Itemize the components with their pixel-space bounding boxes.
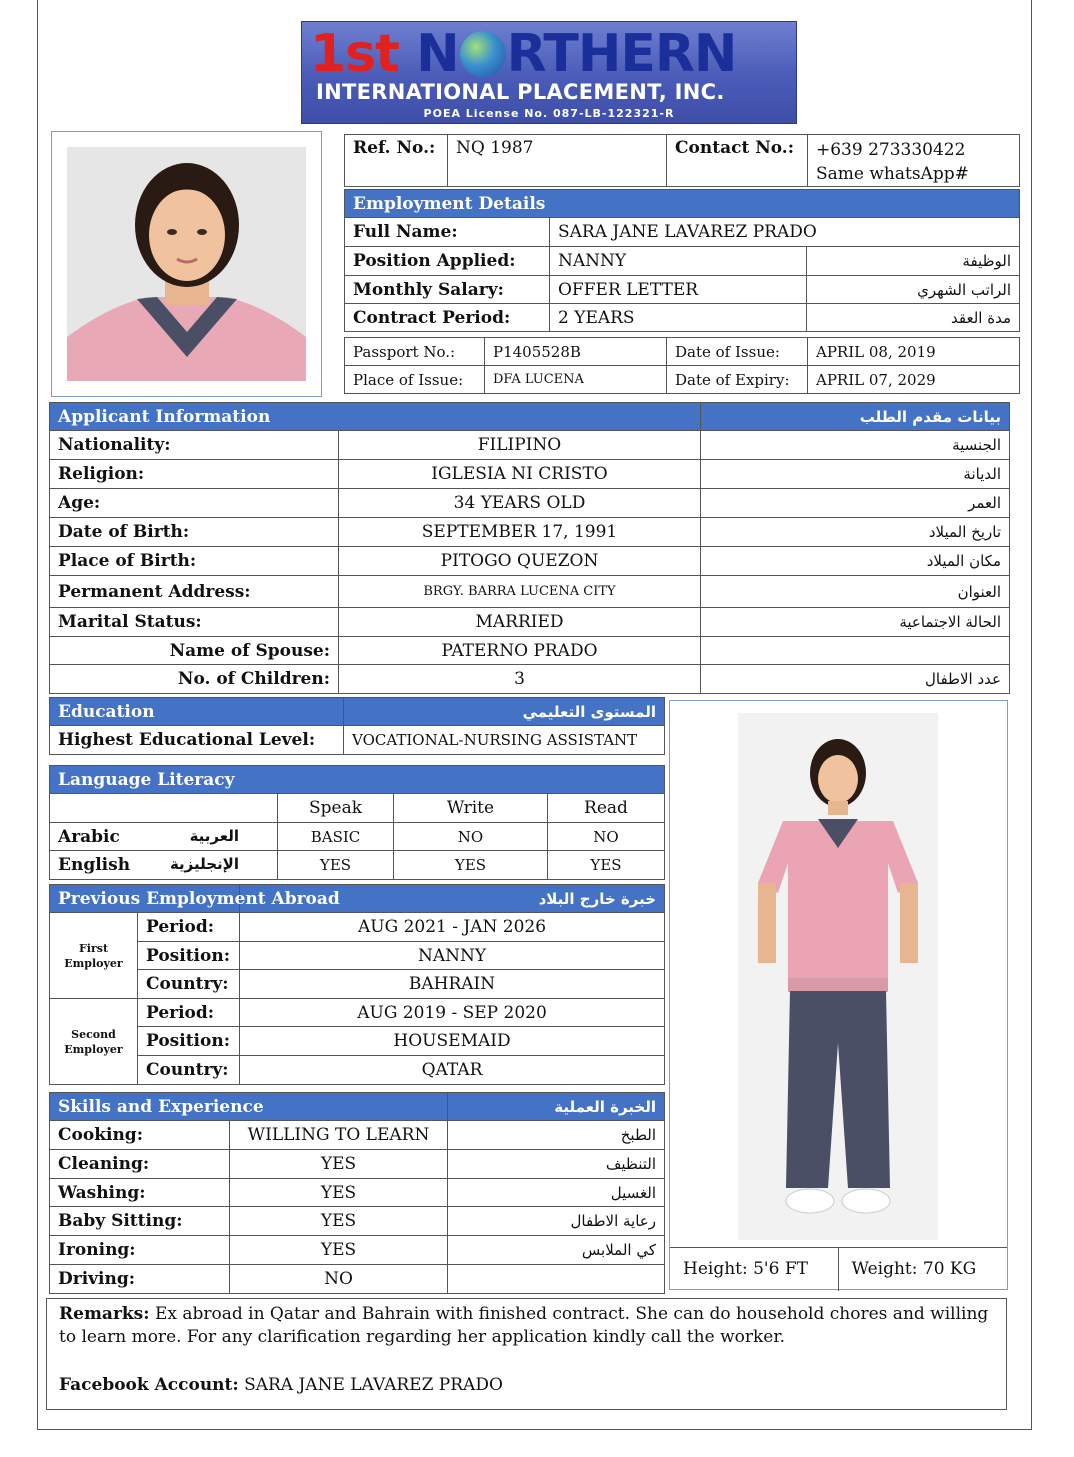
globe-icon: [460, 31, 506, 77]
english-speak: YES: [278, 851, 394, 880]
salary-value: OFFER LETTER: [550, 276, 807, 304]
facebook-label: Facebook Account:: [59, 1375, 239, 1395]
applicant-table: [49, 402, 1010, 694]
spouse-ar: [701, 637, 1010, 665]
ironing-ar: كي الملابس: [448, 1236, 665, 1265]
full-body-photo: [738, 713, 938, 1240]
arabic-lang: [50, 823, 278, 851]
logo-subtitle: INTERNATIONAL PLACEMENT, INC.: [316, 80, 725, 104]
age-value: 34 YEARS OLD: [339, 489, 701, 518]
contract-value: 2 YEARS: [550, 304, 807, 332]
babysitting-ar: رعاية الاطفال: [448, 1207, 665, 1236]
full-body-image: [738, 713, 938, 1240]
english-label-ar: الإنجليزية: [169, 855, 239, 873]
col-read: Read: [548, 794, 665, 823]
logo-name-a: N: [416, 24, 459, 84]
marital-ar: الحالة الاجتماعية: [701, 608, 1010, 637]
issue-label: Date of Issue:: [667, 338, 808, 366]
ironing-label: Ironing:: [50, 1236, 230, 1265]
contact-label: Contact No.:: [667, 135, 808, 187]
second-period-label: Period:: [138, 999, 240, 1027]
nationality-ar: الجنسية: [701, 431, 1010, 460]
salary-ar: الراتب الشهري: [807, 276, 1020, 304]
education-header-ar: المستوى التعليمي: [344, 698, 665, 726]
contact-number: +639 273330422: [816, 140, 966, 160]
contact-value: [808, 135, 1020, 187]
cleaning-label: Cleaning:: [50, 1150, 230, 1179]
ref-value: NQ 1987: [448, 135, 667, 187]
logo-number: 1st: [310, 24, 399, 84]
applicant-header-ar: بيانات مقدم الطلب: [701, 403, 1010, 431]
second-country-label: Country:: [138, 1056, 240, 1085]
passport-table: [344, 337, 1020, 394]
first-employer-label: First Employer: [50, 913, 138, 999]
nationality-value: FILIPINO: [339, 431, 701, 460]
remarks-text: [59, 1303, 994, 1349]
full-body-photo-frame: [669, 700, 1008, 1290]
address-label: Permanent Address:: [50, 576, 339, 608]
contract-label: Contract Period:: [345, 304, 550, 332]
facebook-line: [59, 1374, 994, 1397]
dob-value: SEPTEMBER 17, 1991: [339, 518, 701, 547]
expiry-value: APRIL 07, 2029: [808, 366, 1020, 394]
religion-label: Religion:: [50, 460, 339, 489]
address-ar: العنوان: [701, 576, 1010, 608]
spouse-label: Name of Spouse:: [50, 637, 339, 665]
nationality-label: Nationality:: [50, 431, 339, 460]
company-logo: [301, 21, 797, 124]
remarks-label: Remarks:: [59, 1304, 150, 1324]
facebook-value: SARA JANE LAVAREZ PRADO: [244, 1375, 503, 1395]
spouse-value: PATERNO PRADO: [339, 637, 701, 665]
arabic-label-ar: العربية: [189, 826, 239, 845]
ref-contact-table: [344, 134, 1020, 187]
place-label: Place of Issue:: [345, 366, 485, 394]
driving-ar: [448, 1265, 665, 1294]
washing-value: YES: [230, 1179, 448, 1207]
employment-header: Employment Details: [345, 190, 1020, 218]
first-period-label: Period:: [138, 913, 240, 942]
address-value: BRGY. BARRA LUCENA CITY: [339, 576, 701, 608]
col-write: Write: [394, 794, 548, 823]
body-measure-table: [670, 1247, 1007, 1291]
language-header: Language Literacy: [50, 766, 665, 794]
children-label: No. of Children:: [50, 665, 339, 694]
cleaning-ar: التنظيف: [448, 1150, 665, 1179]
salary-label: Monthly Salary:: [345, 276, 550, 304]
ref-label: Ref. No.:: [345, 135, 448, 187]
religion-value: IGLESIA NI CRISTO: [339, 460, 701, 489]
driving-label: Driving:: [50, 1265, 230, 1294]
contact-note: Same whatsApp#: [816, 164, 969, 184]
issue-value: APRIL 08, 2019: [808, 338, 1020, 366]
babysitting-label: Baby Sitting:: [50, 1207, 230, 1236]
education-value: VOCATIONAL-NURSING ASSISTANT: [344, 726, 665, 755]
previous-employment-table: [49, 884, 665, 1085]
second-country: QATAR: [240, 1056, 665, 1085]
contract-ar: مدة العقد: [807, 304, 1020, 332]
arabic-speak: BASIC: [278, 823, 394, 851]
first-country: BAHRAIN: [240, 970, 665, 999]
remarks-box: [46, 1298, 1007, 1410]
cooking-label: Cooking:: [50, 1121, 230, 1150]
position-ar: الوظيفة: [807, 247, 1020, 276]
ironing-value: YES: [230, 1236, 448, 1265]
washing-ar: الغسيل: [448, 1179, 665, 1207]
applicant-header: Applicant Information: [50, 403, 701, 431]
skills-header: Skills and Experience: [50, 1093, 448, 1121]
language-table: [49, 765, 665, 880]
previous-header-ar: خبرة خارج البلاد: [240, 885, 665, 913]
babysitting-value: YES: [230, 1207, 448, 1236]
weight-value: Weight: 70 KG: [838, 1248, 1007, 1291]
passport-label: Passport No.:: [345, 338, 485, 366]
employment-table: [344, 189, 1020, 332]
logo-license: POEA License No. 087-LB-122321-R: [423, 107, 675, 120]
first-position-label: Position:: [138, 942, 240, 970]
marital-label: Marital Status:: [50, 608, 339, 637]
religion-ar: الديانة: [701, 460, 1010, 489]
arabic-read: NO: [548, 823, 665, 851]
education-table: [49, 697, 665, 755]
second-position-label: Position:: [138, 1027, 240, 1056]
age-ar: العمر: [701, 489, 1010, 518]
logo-name-b: RTHERN: [506, 24, 737, 84]
age-label: Age:: [50, 489, 339, 518]
height-value: Height: 5'6 FT: [670, 1248, 838, 1291]
first-country-label: Country:: [138, 970, 240, 999]
cooking-ar: الطبخ: [448, 1121, 665, 1150]
education-header: Education: [50, 698, 344, 726]
children-ar: عدد الاطفال: [701, 665, 1010, 694]
english-write: YES: [394, 851, 548, 880]
second-employer-label: Second Employer: [50, 999, 138, 1085]
position-value: NANNY: [550, 247, 807, 276]
passport-value: P1405528B: [485, 338, 667, 366]
previous-header: Previous Employment Abroad: [50, 885, 240, 913]
dob-ar: تاريخ الميلاد: [701, 518, 1010, 547]
cooking-value: WILLING TO LEARN: [230, 1121, 448, 1150]
english-label: English: [58, 855, 131, 875]
pob-value: PITOGO QUEZON: [339, 547, 701, 576]
first-period: AUG 2021 - JAN 2026: [240, 913, 665, 942]
dob-label: Date of Birth:: [50, 518, 339, 547]
position-label: Position Applied:: [345, 247, 550, 276]
skills-header-ar: الخبرة العملية: [448, 1093, 665, 1121]
washing-label: Washing:: [50, 1179, 230, 1207]
second-position: HOUSEMAID: [240, 1027, 665, 1056]
education-label: Highest Educational Level:: [50, 726, 344, 755]
expiry-label: Date of Expiry:: [667, 366, 808, 394]
portrait-photo: [51, 131, 322, 397]
portrait-image: [67, 147, 306, 381]
language-blank: [50, 794, 278, 823]
col-speak: Speak: [278, 794, 394, 823]
arabic-label: Arabic: [58, 826, 120, 847]
cleaning-value: YES: [230, 1150, 448, 1179]
first-position: NANNY: [240, 942, 665, 970]
full-name-value: SARA JANE LAVAREZ PRADO: [550, 218, 1020, 247]
marital-value: MARRIED: [339, 608, 701, 637]
driving-value: NO: [230, 1265, 448, 1294]
english-read: YES: [548, 851, 665, 880]
english-lang: [50, 851, 278, 880]
children-value: 3: [339, 665, 701, 694]
place-value: DFA LUCENA: [485, 366, 667, 394]
skills-table: [49, 1092, 665, 1294]
pob-label: Place of Birth:: [50, 547, 339, 576]
remarks-body: Ex abroad in Qatar and Bahrain with finished contract. She can do household chores and willing to learn more. For any clarification regarding her application kindly call the worker.: [59, 1304, 989, 1347]
arabic-write: NO: [394, 823, 548, 851]
second-period: AUG 2019 - SEP 2020: [240, 999, 665, 1027]
full-name-label: Full Name:: [345, 218, 550, 247]
pob-ar: مكان الميلاد: [701, 547, 1010, 576]
